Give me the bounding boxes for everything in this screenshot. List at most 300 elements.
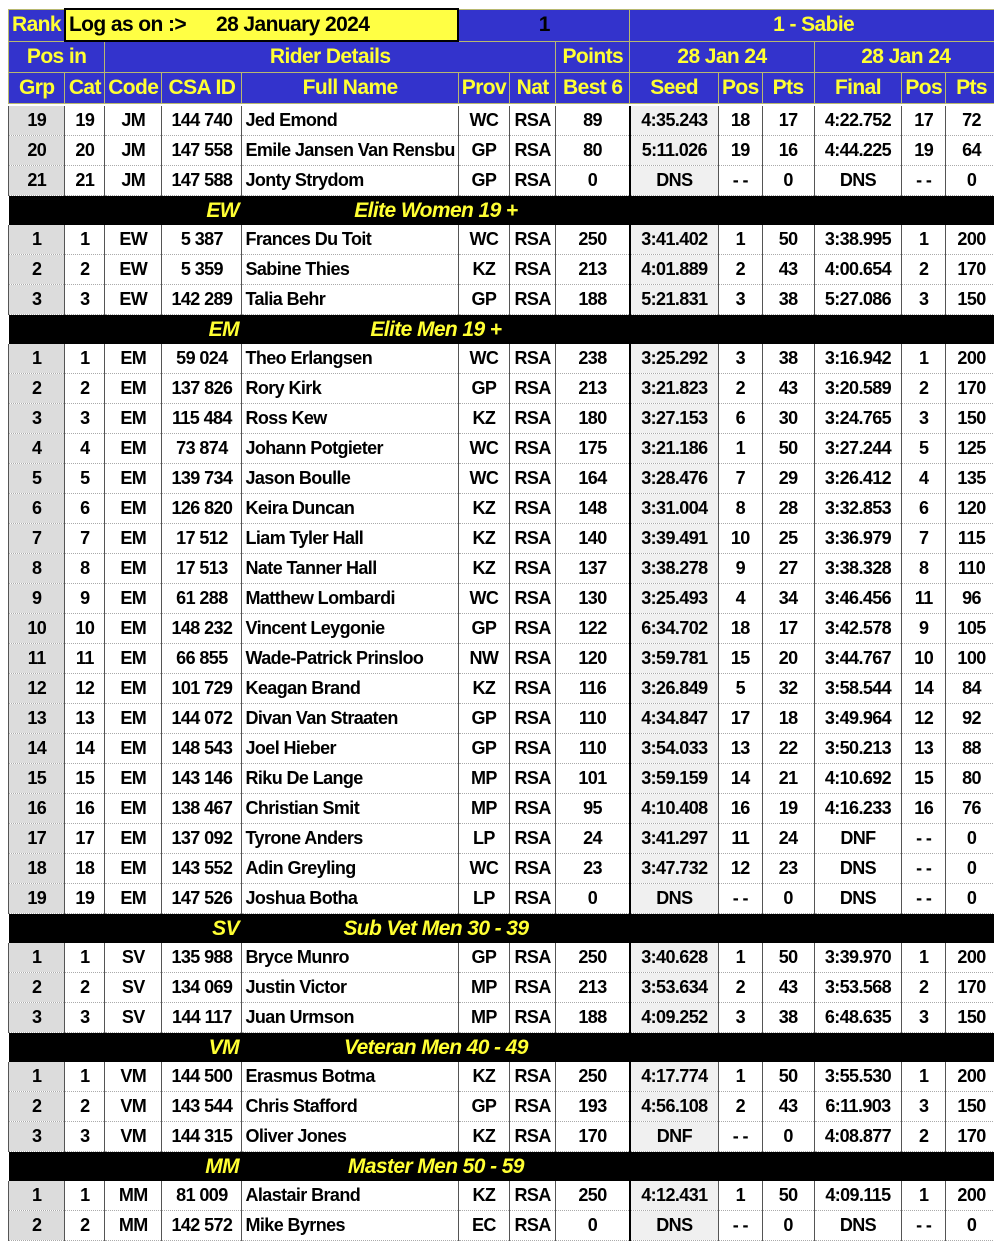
cell-best6: 238 [556, 344, 630, 374]
cell-cat: 13 [65, 704, 105, 734]
cell-full-name: Jed Emond [242, 106, 458, 136]
cell-full-name: Nate Tanner Hall [242, 554, 458, 584]
cell-full-name: Christian Smit [242, 794, 458, 824]
cell-final-time: 3:58.544 [814, 674, 902, 704]
cell-cat: 9 [65, 584, 105, 614]
cell-prov: WC [458, 854, 509, 884]
cell-final-time: 3:16.942 [814, 344, 902, 374]
cell-seed-time: DNS [630, 1211, 719, 1241]
cell-final-time: 3:26.412 [814, 464, 902, 494]
cell-seed-pts: 43 [762, 973, 814, 1003]
cell-prov: WC [458, 225, 509, 255]
category-title: Veteran Men 40 - 49 [242, 1033, 630, 1063]
cell-final-pos: 16 [902, 794, 946, 824]
cell-best6: 193 [556, 1092, 630, 1122]
column-header-full-name: Full Name [242, 73, 458, 104]
cell-final-time: 4:22.752 [814, 106, 902, 136]
cell-seed-pts: 23 [762, 854, 814, 884]
cell-final-pos: 1 [902, 1062, 946, 1092]
cell-cat: 17 [65, 824, 105, 854]
cell-final-pos: 14 [902, 674, 946, 704]
cell-best6: 170 [556, 1122, 630, 1152]
cell-seed-time: 4:10.408 [630, 794, 719, 824]
column-header-seed-pts: Pts [762, 73, 814, 104]
event-number: 1 [458, 9, 630, 41]
category-code: SV [105, 914, 242, 944]
cell-cat: 3 [65, 1003, 105, 1033]
cell-prov: WC [458, 584, 509, 614]
cell-cat: 15 [65, 764, 105, 794]
cell-seed-pos: 15 [718, 644, 762, 674]
cell-best6: 0 [556, 1211, 630, 1241]
cell-seed-time: 3:47.732 [630, 854, 719, 884]
cell-cat: 1 [65, 344, 105, 374]
cell-final-pos: 15 [902, 764, 946, 794]
cell-seed-pos: 1 [718, 1181, 762, 1211]
cell-seed-pts: 43 [762, 374, 814, 404]
cell-nat: RSA [510, 166, 556, 196]
pos-in-label: Pos in [9, 41, 105, 73]
cell-prov: EC [458, 1211, 509, 1241]
cell-code: EM [105, 524, 162, 554]
cell-seed-time: 4:35.243 [630, 106, 719, 136]
cell-grp: 21 [9, 166, 65, 196]
cell-prov: GP [458, 614, 509, 644]
cell-seed-time: 4:09.252 [630, 1003, 719, 1033]
cell-final-time: 3:46.456 [814, 584, 902, 614]
cell-seed-pts: 20 [762, 644, 814, 674]
table-row [9, 884, 994, 914]
cell-code: EM [105, 644, 162, 674]
cell-final-time: 4:10.692 [814, 764, 902, 794]
cell-prov: WC [458, 464, 509, 494]
cell-csa-id: 5 359 [162, 255, 242, 285]
cell-cat: 8 [65, 554, 105, 584]
cell-csa-id: 147 588 [162, 166, 242, 196]
cell-final-pts: 150 [946, 285, 994, 315]
cell-best6: 101 [556, 764, 630, 794]
cell-csa-id: 139 734 [162, 464, 242, 494]
cell-grp: 1 [9, 1062, 65, 1092]
cell-prov: MP [458, 1003, 509, 1033]
cell-final-pts: 96 [946, 584, 994, 614]
cell-seed-pts: 0 [762, 1211, 814, 1241]
cell-full-name: Adin Greyling [242, 854, 458, 884]
rider-details-label: Rider Details [105, 41, 556, 73]
cell-csa-id: 134 069 [162, 973, 242, 1003]
cell-nat: RSA [510, 285, 556, 315]
cell-cat: 3 [65, 404, 105, 434]
cell-csa-id: 17 513 [162, 554, 242, 584]
cell-final-pts: 72 [946, 106, 994, 136]
cell-seed-pos: 1 [718, 943, 762, 973]
cell-seed-time: 3:39.491 [630, 524, 719, 554]
cell-seed-pos: 12 [718, 854, 762, 884]
cell-prov: MP [458, 973, 509, 1003]
cell-full-name: Divan Van Straaten [242, 704, 458, 734]
cell-final-pts: 80 [946, 764, 994, 794]
cell-seed-pts: 0 [762, 166, 814, 196]
cell-full-name: Justin Victor [242, 973, 458, 1003]
cell-csa-id: 147 558 [162, 136, 242, 166]
cell-code: EM [105, 854, 162, 884]
cell-final-pos: - - [902, 1211, 946, 1241]
table-row [9, 644, 994, 674]
cell-best6: 180 [556, 404, 630, 434]
category-header-row [9, 196, 994, 226]
cell-final-time: 3:32.853 [814, 494, 902, 524]
cell-prov: LP [458, 884, 509, 914]
cell-seed-pos: 17 [718, 704, 762, 734]
cell-final-time: 4:44.225 [814, 136, 902, 166]
cell-code: EM [105, 824, 162, 854]
cell-seed-time: 5:11.026 [630, 136, 719, 166]
cell-code: EM [105, 674, 162, 704]
cell-best6: 80 [556, 136, 630, 166]
cell-final-pos: 4 [902, 464, 946, 494]
cell-nat: RSA [510, 434, 556, 464]
cell-seed-pts: 25 [762, 524, 814, 554]
table-row [9, 166, 994, 196]
cell-seed-pos: - - [718, 166, 762, 196]
category-title: Sub Vet Men 30 - 39 [242, 914, 630, 944]
cell-seed-pos: 1 [718, 1062, 762, 1092]
rank-label: Rank [9, 9, 65, 41]
cell-final-pos: 19 [902, 136, 946, 166]
cell-seed-time: 4:34.847 [630, 704, 719, 734]
column-header-final-time: Final [814, 73, 902, 104]
cell-seed-pos: 14 [718, 764, 762, 794]
cell-grp: 2 [9, 374, 65, 404]
cell-best6: 188 [556, 1003, 630, 1033]
cell-prov: KZ [458, 1122, 509, 1152]
cell-seed-pos: - - [718, 884, 762, 914]
cell-code: EW [105, 255, 162, 285]
cell-cat: 3 [65, 1122, 105, 1152]
cell-seed-pos: 3 [718, 344, 762, 374]
cell-best6: 110 [556, 734, 630, 764]
cell-full-name: Riku De Lange [242, 764, 458, 794]
cell-final-pts: 115 [946, 524, 994, 554]
points-label: Points [556, 41, 630, 73]
cell-grp: 2 [9, 1092, 65, 1122]
cell-grp: 16 [9, 794, 65, 824]
cell-seed-pos: 10 [718, 524, 762, 554]
cell-final-pos: 6 [902, 494, 946, 524]
cell-code: EM [105, 794, 162, 824]
cell-grp: 7 [9, 524, 65, 554]
cell-prov: WC [458, 344, 509, 374]
cell-prov: GP [458, 734, 509, 764]
cell-code: MM [105, 1211, 162, 1241]
cell-final-pos: - - [902, 824, 946, 854]
cell-full-name: Talia Behr [242, 285, 458, 315]
cell-seed-pts: 30 [762, 404, 814, 434]
cell-full-name: Chris Stafford [242, 1092, 458, 1122]
cell-seed-pts: 22 [762, 734, 814, 764]
cell-seed-pos: 1 [718, 434, 762, 464]
table-row [9, 1062, 994, 1092]
log-date: 28 January 2024 [216, 13, 370, 36]
cell-seed-time: 3:21.823 [630, 374, 719, 404]
cell-final-pts: 170 [946, 973, 994, 1003]
cell-code: SV [105, 1003, 162, 1033]
cell-full-name: Mike Byrnes [242, 1211, 458, 1241]
cell-nat: RSA [510, 943, 556, 973]
cell-final-pos: 2 [902, 374, 946, 404]
cell-code: EM [105, 614, 162, 644]
cell-grp: 2 [9, 973, 65, 1003]
column-header-code: Code [105, 73, 162, 104]
cell-cat: 5 [65, 464, 105, 494]
cell-final-pts: 200 [946, 1062, 994, 1092]
cell-nat: RSA [510, 494, 556, 524]
cell-prov: GP [458, 1092, 509, 1122]
cell-csa-id: 142 572 [162, 1211, 242, 1241]
cell-final-time: 3:53.568 [814, 973, 902, 1003]
cell-final-pos: 5 [902, 434, 946, 464]
cell-grp: 9 [9, 584, 65, 614]
cell-csa-id: 138 467 [162, 794, 242, 824]
cell-best6: 213 [556, 255, 630, 285]
cell-code: EM [105, 734, 162, 764]
cell-full-name: Johann Potgieter [242, 434, 458, 464]
cell-final-pts: 200 [946, 344, 994, 374]
cell-grp: 10 [9, 614, 65, 644]
cell-prov: WC [458, 434, 509, 464]
cell-prov: LP [458, 824, 509, 854]
cell-grp: 8 [9, 554, 65, 584]
cell-cat: 11 [65, 644, 105, 674]
table-row [9, 1092, 994, 1122]
cell-code: EM [105, 554, 162, 584]
cell-seed-pos: 11 [718, 824, 762, 854]
cell-seed-pos: 18 [718, 106, 762, 136]
cell-seed-pos: 6 [718, 404, 762, 434]
cell-code: EM [105, 434, 162, 464]
cell-final-time: 4:09.115 [814, 1181, 902, 1211]
cell-cat: 19 [65, 884, 105, 914]
cell-prov: GP [458, 943, 509, 973]
cell-seed-pos: 2 [718, 973, 762, 1003]
cell-cat: 2 [65, 255, 105, 285]
cell-final-pts: 84 [946, 674, 994, 704]
cell-csa-id: 143 544 [162, 1092, 242, 1122]
cell-csa-id: 144 315 [162, 1122, 242, 1152]
cell-cat: 10 [65, 614, 105, 644]
cell-nat: RSA [510, 824, 556, 854]
cell-final-pts: 125 [946, 434, 994, 464]
cell-seed-pos: 4 [718, 584, 762, 614]
cell-final-time: 3:38.995 [814, 225, 902, 255]
cell-nat: RSA [510, 674, 556, 704]
cell-cat: 12 [65, 674, 105, 704]
cell-seed-time: 3:59.781 [630, 644, 719, 674]
cell-full-name: Jonty Strydom [242, 166, 458, 196]
cell-seed-pos: 2 [718, 374, 762, 404]
table-row [9, 344, 994, 374]
cell-code: JM [105, 136, 162, 166]
cell-prov: KZ [458, 524, 509, 554]
seed-date: 28 Jan 24 [630, 41, 814, 73]
cell-grp: 1 [9, 344, 65, 374]
cell-final-pos: 3 [902, 1003, 946, 1033]
cell-final-time: DNS [814, 854, 902, 884]
category-title: Elite Women 19 + [242, 196, 630, 226]
table-row [9, 794, 994, 824]
cell-nat: RSA [510, 374, 556, 404]
cell-seed-pts: 16 [762, 136, 814, 166]
cell-grp: 19 [9, 884, 65, 914]
cell-code: EM [105, 704, 162, 734]
cell-seed-pts: 32 [762, 674, 814, 704]
cell-prov: GP [458, 374, 509, 404]
cell-best6: 110 [556, 704, 630, 734]
cell-final-pts: 64 [946, 136, 994, 166]
column-header-grp: Grp [9, 73, 65, 104]
table-row [9, 255, 994, 285]
column-header-best6: Best 6 [556, 73, 630, 104]
cell-seed-pts: 19 [762, 794, 814, 824]
cell-csa-id: 73 874 [162, 434, 242, 464]
cell-final-pos: 8 [902, 554, 946, 584]
cell-csa-id: 101 729 [162, 674, 242, 704]
cell-final-time: DNS [814, 166, 902, 196]
cell-prov: KZ [458, 554, 509, 584]
cell-final-time: 3:38.328 [814, 554, 902, 584]
cell-best6: 89 [556, 106, 630, 136]
cell-prov: MP [458, 794, 509, 824]
group-header-row [9, 41, 994, 73]
cell-final-time: 3:36.979 [814, 524, 902, 554]
cell-full-name: Bryce Munro [242, 943, 458, 973]
cell-grp: 3 [9, 404, 65, 434]
table-row [9, 524, 994, 554]
cell-best6: 213 [556, 973, 630, 1003]
cell-seed-pos: 2 [718, 1092, 762, 1122]
cell-code: EM [105, 404, 162, 434]
cell-csa-id: 142 289 [162, 285, 242, 315]
cell-nat: RSA [510, 644, 556, 674]
category-title: Master Men 50 - 59 [242, 1152, 630, 1182]
cell-seed-pts: 50 [762, 1062, 814, 1092]
cell-cat: 1 [65, 225, 105, 255]
column-header-prov: Prov [458, 73, 509, 104]
cell-final-pts: 170 [946, 374, 994, 404]
cell-cat: 1 [65, 943, 105, 973]
cell-final-time: 6:48.635 [814, 1003, 902, 1033]
cell-final-pos: 2 [902, 1122, 946, 1152]
cell-best6: 213 [556, 374, 630, 404]
table-row [9, 136, 994, 166]
cell-best6: 116 [556, 674, 630, 704]
event-name: 1 - Sabie [630, 9, 994, 41]
cell-cat: 6 [65, 494, 105, 524]
cell-final-pos: 17 [902, 106, 946, 136]
column-header-row [9, 73, 994, 104]
cell-seed-pos: 5 [718, 674, 762, 704]
category-header-row [9, 1152, 994, 1182]
cell-final-pts: 105 [946, 614, 994, 644]
cell-final-pts: 170 [946, 1122, 994, 1152]
cell-code: SV [105, 973, 162, 1003]
cell-code: JM [105, 106, 162, 136]
cell-final-time: 3:24.765 [814, 404, 902, 434]
cell-final-pos: 1 [902, 344, 946, 374]
cell-grp: 18 [9, 854, 65, 884]
results-table [8, 8, 994, 1241]
cell-csa-id: 147 526 [162, 884, 242, 914]
column-header-seed-time: Seed [630, 73, 719, 104]
cell-nat: RSA [510, 136, 556, 166]
cell-full-name: Erasmus Botma [242, 1062, 458, 1092]
cell-seed-pos: 9 [718, 554, 762, 584]
cell-cat: 2 [65, 1092, 105, 1122]
table-row [9, 734, 994, 764]
cell-seed-time: 6:34.702 [630, 614, 719, 644]
cell-final-pts: 150 [946, 1092, 994, 1122]
cell-nat: RSA [510, 704, 556, 734]
cell-code: EM [105, 374, 162, 404]
table-row [9, 1211, 994, 1241]
cell-csa-id: 135 988 [162, 943, 242, 973]
table-row [9, 106, 994, 136]
cell-final-pos: 9 [902, 614, 946, 644]
cell-grp: 19 [9, 106, 65, 136]
cell-seed-time: 4:56.108 [630, 1092, 719, 1122]
cell-final-pos: 1 [902, 943, 946, 973]
cell-prov: GP [458, 166, 509, 196]
title-row [9, 9, 994, 41]
cell-full-name: Keira Duncan [242, 494, 458, 524]
cell-final-pos: - - [902, 166, 946, 196]
cell-seed-time: DNF [630, 1122, 719, 1152]
cell-seed-time: 3:41.297 [630, 824, 719, 854]
cell-cat: 1 [65, 1062, 105, 1092]
table-row [9, 1181, 994, 1211]
cell-code: VM [105, 1092, 162, 1122]
cell-csa-id: 144 740 [162, 106, 242, 136]
cell-csa-id: 66 855 [162, 644, 242, 674]
cell-prov: GP [458, 285, 509, 315]
cell-csa-id: 148 232 [162, 614, 242, 644]
cell-seed-pos: 1 [718, 225, 762, 255]
cell-seed-pts: 0 [762, 884, 814, 914]
cell-grp: 13 [9, 704, 65, 734]
cell-final-pos: 2 [902, 255, 946, 285]
cell-grp: 6 [9, 494, 65, 524]
cell-grp: 11 [9, 644, 65, 674]
cell-code: EM [105, 584, 162, 614]
cell-full-name: Joel Hieber [242, 734, 458, 764]
cell-cat: 21 [65, 166, 105, 196]
cell-best6: 24 [556, 824, 630, 854]
cell-cat: 16 [65, 794, 105, 824]
cell-full-name: Ross Kew [242, 404, 458, 434]
cell-best6: 148 [556, 494, 630, 524]
cell-seed-pts: 18 [762, 704, 814, 734]
cell-seed-time: 3:54.033 [630, 734, 719, 764]
cell-csa-id: 144 500 [162, 1062, 242, 1092]
cell-seed-time: 4:12.431 [630, 1181, 719, 1211]
cell-code: JM [105, 166, 162, 196]
cell-grp: 5 [9, 464, 65, 494]
table-row [9, 1003, 994, 1033]
cell-final-pos: 3 [902, 404, 946, 434]
cell-best6: 140 [556, 524, 630, 554]
cell-final-pts: 88 [946, 734, 994, 764]
cell-cat: 2 [65, 1211, 105, 1241]
